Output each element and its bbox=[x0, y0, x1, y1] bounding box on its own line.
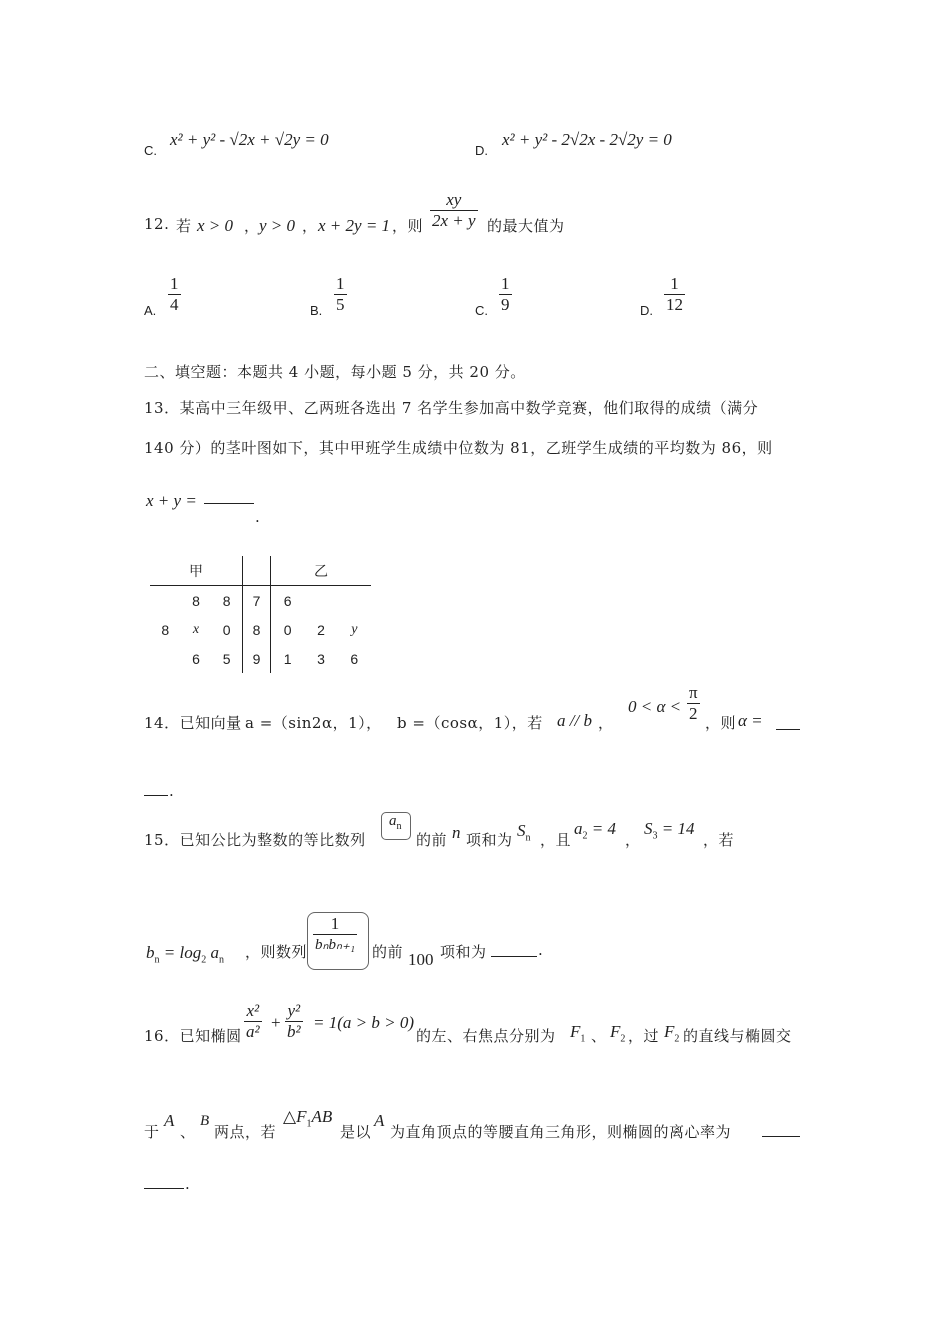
q16-answer-blank-1 bbox=[762, 1136, 800, 1137]
q16-tri: △F bbox=[283, 1107, 307, 1126]
q12-option-b-num: 1 bbox=[336, 274, 345, 293]
option-d-label: D. bbox=[475, 143, 488, 158]
q12-option-d-den: 12 bbox=[666, 295, 683, 314]
stem-value: 9 bbox=[243, 644, 271, 673]
q16-sep2: 、 bbox=[180, 1123, 196, 1141]
q16-a2: a² bbox=[246, 1022, 260, 1041]
q12-fraction-numerator: xy bbox=[446, 190, 462, 209]
q15-text-seq: ，则数列 bbox=[245, 943, 308, 961]
q15-text-sum2: 项和为 bbox=[440, 943, 487, 961]
q12-fraction-denominator: 2x + y bbox=[432, 211, 476, 230]
q15-S3-sub: 3 bbox=[652, 830, 658, 842]
leaf-right bbox=[338, 586, 371, 616]
q16-A2: A bbox=[374, 1111, 385, 1130]
q14-period: . bbox=[169, 782, 175, 800]
q15-S3-S: S bbox=[644, 819, 653, 838]
q12-option-c-num: 1 bbox=[501, 274, 510, 293]
q14-parallel: a // b bbox=[557, 711, 592, 730]
q14-intro: 14．已知向量 bbox=[144, 714, 242, 732]
q16-F2-F: F bbox=[610, 1022, 621, 1041]
option-c-label: C. bbox=[144, 143, 157, 158]
q15-text-and: ，且 bbox=[540, 831, 572, 849]
leaf-left: 8 bbox=[222, 592, 231, 609]
q13-line2: 140 分）的茎叶图如下，其中甲班学生成绩中位数为 81，乙班学生成绩的平均数为 86，则 bbox=[144, 439, 773, 457]
q15-intro: 15．已知公比为整数的等比数列 bbox=[144, 831, 366, 849]
stem-leaf-row bbox=[150, 644, 371, 673]
q15-text-qian: 的前 bbox=[416, 831, 448, 849]
q16-tri-rest: AB bbox=[311, 1107, 333, 1126]
q15-period: . bbox=[538, 941, 544, 959]
q16-y2: y² bbox=[287, 1001, 301, 1020]
q12-option-c bbox=[499, 274, 512, 315]
q15-log: = log bbox=[163, 943, 202, 962]
q15-text-if: ，若 bbox=[703, 831, 735, 849]
stem-leaf-header-right: 乙 bbox=[271, 556, 372, 586]
q14-answer-blank-1 bbox=[776, 729, 800, 730]
q12-option-a-label: A. bbox=[144, 303, 157, 318]
q16-F2b-sub: 2 bbox=[674, 1033, 680, 1045]
q16-text-isby: 是以 bbox=[340, 1123, 372, 1141]
q14-two: 2 bbox=[687, 703, 700, 724]
q16-text-foci: 的左、右焦点分别为 bbox=[416, 1027, 556, 1045]
section-heading: 二、填空题：本题共 4 小题，每小题 5 分，共 20 分。 bbox=[144, 363, 526, 381]
q15-S3-val: = 14 bbox=[661, 819, 695, 838]
q12-then: ，则 bbox=[392, 217, 424, 235]
q15-bn: b bbox=[146, 943, 155, 962]
option-c-expression: x² + y² - √2x + √2y = 0 bbox=[170, 130, 329, 149]
leaf-right: 6 bbox=[350, 650, 359, 667]
option-d-expression: x² + y² - 2√2x - 2√2y = 0 bbox=[502, 130, 672, 149]
q12-cond-sum: x + 2y = 1 bbox=[318, 216, 391, 235]
q15-answer-blank bbox=[491, 956, 537, 957]
q16-triangle bbox=[283, 1107, 332, 1129]
q15-log-sub: 2 bbox=[201, 954, 207, 966]
q15-seq-a: a bbox=[389, 813, 397, 829]
q16-text-line: 的直线与椭圆交 bbox=[683, 1027, 792, 1045]
q12-option-b bbox=[334, 274, 347, 315]
q15-text-sum: 项和为 bbox=[466, 831, 513, 849]
q12-option-a-num: 1 bbox=[170, 274, 179, 293]
stem-leaf-row bbox=[150, 615, 371, 644]
q15-Sn bbox=[517, 821, 531, 843]
q12-option-b-den: 5 bbox=[336, 295, 345, 314]
q13-expression: x + y = bbox=[146, 491, 197, 510]
q15-a2-a: a bbox=[574, 819, 583, 838]
leaf-right: 6 bbox=[283, 592, 292, 609]
q12-option-d bbox=[664, 274, 685, 315]
q12-option-c-label: C. bbox=[475, 303, 488, 318]
q14-range: 0 < α < bbox=[628, 697, 682, 716]
leaf-right: 0 bbox=[283, 621, 292, 638]
q13-answer-blank bbox=[204, 503, 254, 504]
q14-pi: π bbox=[689, 683, 698, 702]
q16-x2: x² bbox=[246, 1001, 260, 1020]
q14-pi-over-2 bbox=[687, 683, 700, 724]
q13-line1: 13．某高中三年级甲、乙两班各选出 7 名学生参加高中数学竞赛，他们取得的成绩（满分 bbox=[144, 399, 759, 417]
q12-option-b-label: B. bbox=[310, 303, 323, 318]
q15-frac-num: 1 bbox=[330, 914, 340, 933]
q12-cond-x: x > 0 bbox=[197, 216, 234, 235]
leaf-right: 3 bbox=[317, 650, 325, 667]
q16-F2-b bbox=[664, 1022, 679, 1044]
q16-F1-sub: 1 bbox=[580, 1033, 586, 1045]
q15-comma: ， bbox=[625, 831, 641, 849]
stem-value: 8 bbox=[243, 615, 271, 644]
q12-option-c-den: 9 bbox=[501, 295, 510, 314]
q16-frac-y bbox=[285, 1001, 303, 1042]
q12-option-a-den: 4 bbox=[170, 295, 179, 314]
leaf-right: 1 bbox=[283, 650, 292, 667]
q16-tri-sub: 1 bbox=[306, 1118, 312, 1130]
q15-S: S bbox=[517, 821, 526, 840]
q14-comma: ， bbox=[598, 714, 614, 732]
q12-ask: 的最大值为 bbox=[487, 217, 565, 235]
q16-F1 bbox=[570, 1022, 585, 1044]
q16-B: B bbox=[200, 1113, 210, 1129]
q16-plus: + bbox=[271, 1013, 281, 1032]
q15-S3 bbox=[644, 819, 694, 841]
stem-value: 7 bbox=[243, 586, 271, 616]
q15-bn-def bbox=[146, 943, 224, 965]
stem-leaf-plot bbox=[150, 556, 371, 673]
leaf-right: 2 bbox=[317, 621, 325, 638]
leaf-left-x: x bbox=[192, 621, 200, 637]
leaf-right-y: y bbox=[351, 621, 358, 637]
leaf-left: 5 bbox=[222, 650, 231, 667]
q14-vector-a: a =（sin2α，1）， bbox=[245, 714, 382, 732]
q15-an-sub: n bbox=[218, 954, 224, 966]
stem-leaf-header-left: 甲 bbox=[150, 556, 243, 586]
q12-fraction bbox=[430, 190, 478, 231]
leaf-left: 0 bbox=[222, 621, 231, 638]
q16-answer-blank-2 bbox=[144, 1188, 184, 1189]
q12-option-d-label: D. bbox=[640, 303, 653, 318]
q14-then: ，则 bbox=[705, 714, 737, 732]
q16-F1-F: F bbox=[570, 1022, 581, 1041]
q16-equation: = 1(a > b > 0) bbox=[313, 1013, 414, 1032]
q16-frac-x bbox=[244, 1001, 262, 1042]
q15-a2-val: = 4 bbox=[591, 819, 616, 838]
leaf-left: 8 bbox=[161, 621, 170, 638]
q12-option-a bbox=[168, 274, 181, 315]
q15-hundred: 100 bbox=[408, 950, 434, 969]
q14-answer-blank-2 bbox=[144, 795, 168, 796]
q15-a2-sub: 2 bbox=[582, 830, 588, 842]
q15-frac-den: bₙbₙ₊₁ bbox=[313, 934, 357, 954]
q16-period: . bbox=[185, 1175, 191, 1193]
q16-text-points: 两点，若 bbox=[214, 1123, 277, 1141]
q13-period: . bbox=[255, 508, 261, 526]
q15-text-qian2: 的前 bbox=[372, 943, 404, 961]
q16-intro: 16．已知椭圆 bbox=[144, 1027, 242, 1045]
q15-bn-sub: n bbox=[154, 954, 160, 966]
q15-a2 bbox=[574, 819, 616, 841]
q15-fraction bbox=[313, 914, 357, 954]
q15-S-sub: n bbox=[525, 832, 531, 844]
q15-seq-sub: n bbox=[396, 821, 402, 832]
q16-F2 bbox=[610, 1022, 625, 1044]
stem-leaf-row bbox=[150, 586, 371, 616]
leaf-left: 6 bbox=[192, 650, 200, 667]
leaf-left bbox=[150, 586, 181, 616]
q16-A: A bbox=[164, 1111, 175, 1130]
leaf-right bbox=[304, 586, 337, 616]
q16-F2-sub: 2 bbox=[620, 1033, 626, 1045]
q12-number: 12. bbox=[144, 215, 170, 233]
leaf-left bbox=[150, 644, 181, 673]
q16-b2: b² bbox=[287, 1022, 301, 1041]
q16-text-through: ，过 bbox=[628, 1027, 660, 1045]
q12-if: 若 bbox=[176, 217, 192, 235]
q16-text-triangle: 为直角顶点的等腰直角三角形，则椭圆的离心率为 bbox=[390, 1123, 732, 1141]
q12-option-d-num: 1 bbox=[670, 274, 679, 293]
q12-cond-y: y > 0 bbox=[259, 216, 296, 235]
leaf-left: 8 bbox=[192, 592, 200, 609]
q14-vector-b: b =（cosα，1），若 bbox=[397, 714, 543, 732]
q15-an: a bbox=[210, 943, 219, 962]
q16-F2b-F: F bbox=[664, 1022, 675, 1041]
q14-alpha-eq: α = bbox=[738, 711, 763, 730]
q15-n: n bbox=[452, 823, 461, 842]
q16-sep: 、 bbox=[591, 1027, 607, 1045]
q15-seq bbox=[389, 813, 402, 832]
q16-text-at: 于 bbox=[144, 1123, 160, 1141]
